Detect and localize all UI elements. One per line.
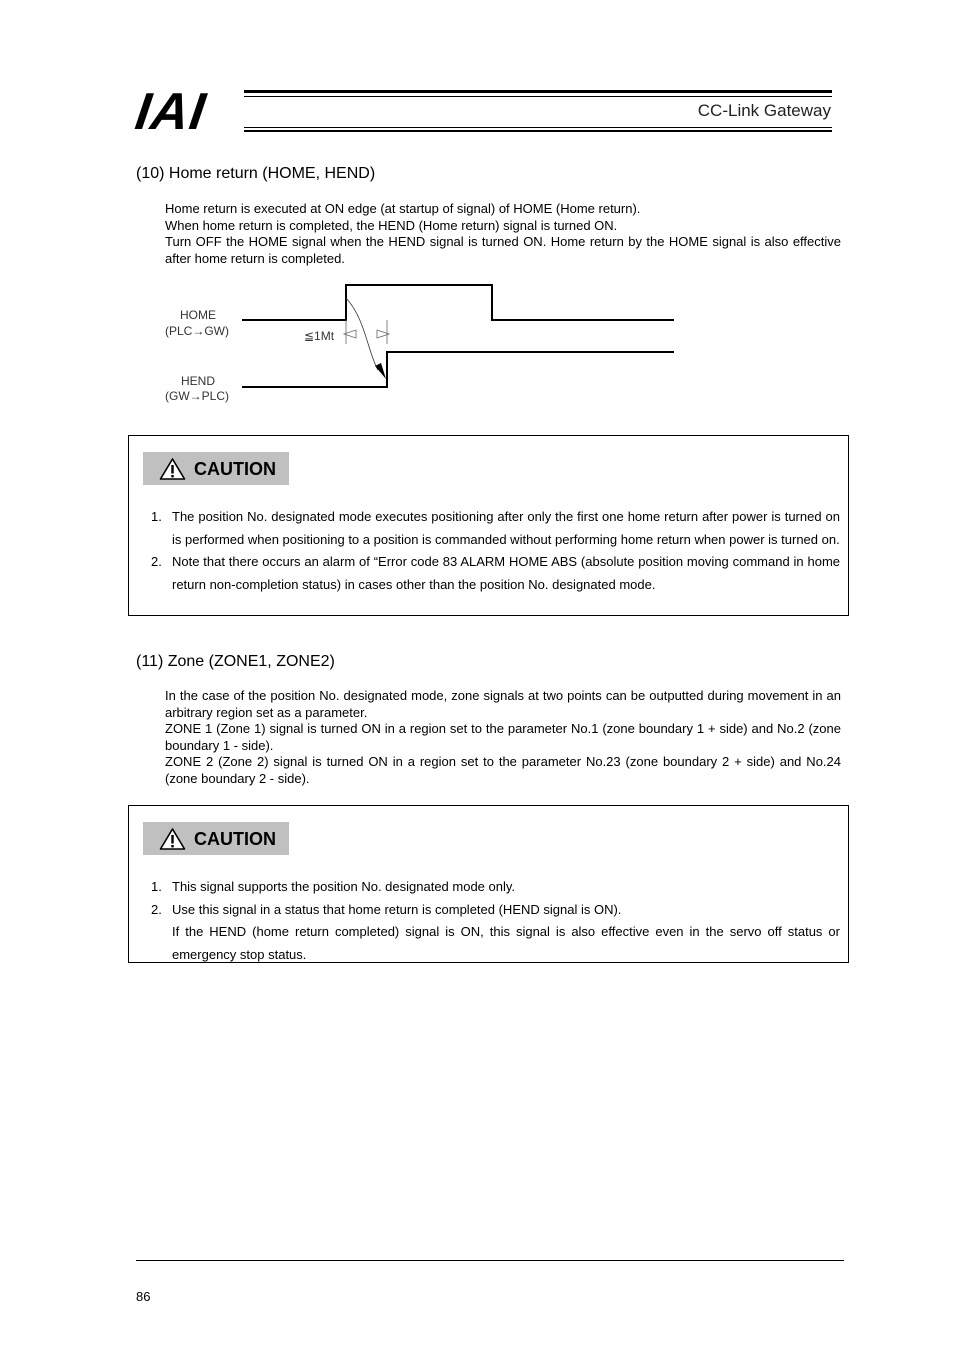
caution-list-1: [129, 506, 840, 596]
home-signal-label: HOME: [180, 308, 216, 322]
caution-2-item-2-note: [129, 921, 840, 966]
hend-signal-label: HEND: [181, 374, 216, 388]
header-rule-bottom-thin: [244, 127, 832, 128]
caution-box-2: [128, 805, 849, 963]
section-10-title: (10) Home return (HOME, HEND): [136, 165, 376, 182]
page-number: 86: [136, 1289, 151, 1304]
header-rule-bottom: [244, 130, 832, 132]
hend-waveform: [242, 352, 674, 387]
caution-2-item-2-note-text: If the HEND (home return completed) signal is ON, this signal is also effective even in the servo off status or emergency stop status.: [172, 924, 840, 962]
caution-1-item-1: [129, 506, 840, 551]
caution-list-2: [129, 876, 840, 966]
delay-label: ≦1Mt: [304, 329, 335, 343]
section-10-line-3: Turn OFF the HOME signal when the HEND signal is turned ON. Home return by the HOME signal is also effective after home return is completed.: [165, 234, 841, 266]
caution-1-item-1-text: The position No. designated mode executes positioning after only the first one home return after power is turned on is performed when positioning to a position is commanded without performing home return when power is turned on.: [172, 509, 840, 547]
caution-label-1: CAUTION: [194, 459, 276, 479]
caution-1-item-2-number: 2.: [151, 554, 162, 569]
caution-1-item-1-number: 1.: [151, 509, 162, 524]
caution-tag-1: [143, 452, 289, 485]
section-10-line-1: Home return is executed at ON edge (at startup of signal) of HOME (Home return).: [165, 201, 641, 216]
causal-curve: [346, 298, 378, 370]
caution-1-item-2: [129, 551, 840, 596]
caution-2-item-1: [129, 876, 840, 899]
caution-1-item-2-text: Note that there occurs an alarm of “Error code 83 ALARM HOME ABS (absolute position moving command in home return non-completion status) in cases other than the position No. designated mode.: [172, 554, 840, 592]
causal-arrowhead: [375, 363, 386, 379]
section-10-body: [165, 201, 841, 267]
hend-signal-direction: (GW→PLC): [165, 389, 229, 403]
caution-2-item-1-text: This signal supports the position No. designated mode only.: [172, 879, 516, 894]
section-11-line-2: ZONE 1 (Zone 1) signal is turned ON in a region set to the parameter No.1 (zone boundary 1 + side) and No.2 (zone boundary 1 - side).: [165, 721, 841, 753]
warning-icon: [159, 827, 186, 851]
section-11-body: [165, 688, 841, 787]
section-11-line-3: ZONE 2 (Zone 2) signal is turned ON in a region set to the parameter No.23 (zone boundary 2 + side) and No.24 (zone boundary 2 - side).: [165, 754, 841, 786]
home-waveform: [242, 285, 674, 320]
section-11-line-1: In the case of the position No. designated mode, zone signals at two points can be outputted during movement in an arbitrary region set as a parameter.: [165, 688, 841, 720]
caution-2-item-2-text: Use this signal in a status that home return is completed (HEND signal is ON).: [172, 901, 622, 917]
caution-box-1: [128, 435, 849, 616]
home-hend-timing-diagram: [160, 278, 680, 408]
document-title: CC-Link Gateway: [697, 101, 831, 120]
caution-2-item-2-number: 2.: [151, 901, 162, 917]
header-rule-top: [244, 90, 832, 93]
warning-icon: [159, 457, 186, 481]
caution-2-item-1-number: 1.: [151, 879, 162, 894]
header-rule-thin: [244, 96, 832, 97]
caution-tag-2: [143, 822, 289, 855]
section-10-line-2: When home return is completed, the HEND (Home return) signal is turned ON.: [165, 217, 618, 233]
caution-label-2: CAUTION: [194, 829, 276, 849]
home-signal-direction: (PLC→GW): [165, 324, 229, 338]
caution-2-item-2: [129, 899, 840, 922]
section-11-title: (11) Zone (ZONE1, ZONE2): [136, 653, 335, 670]
iai-logo: IAI: [131, 83, 210, 141]
footer-rule: [136, 1260, 844, 1261]
